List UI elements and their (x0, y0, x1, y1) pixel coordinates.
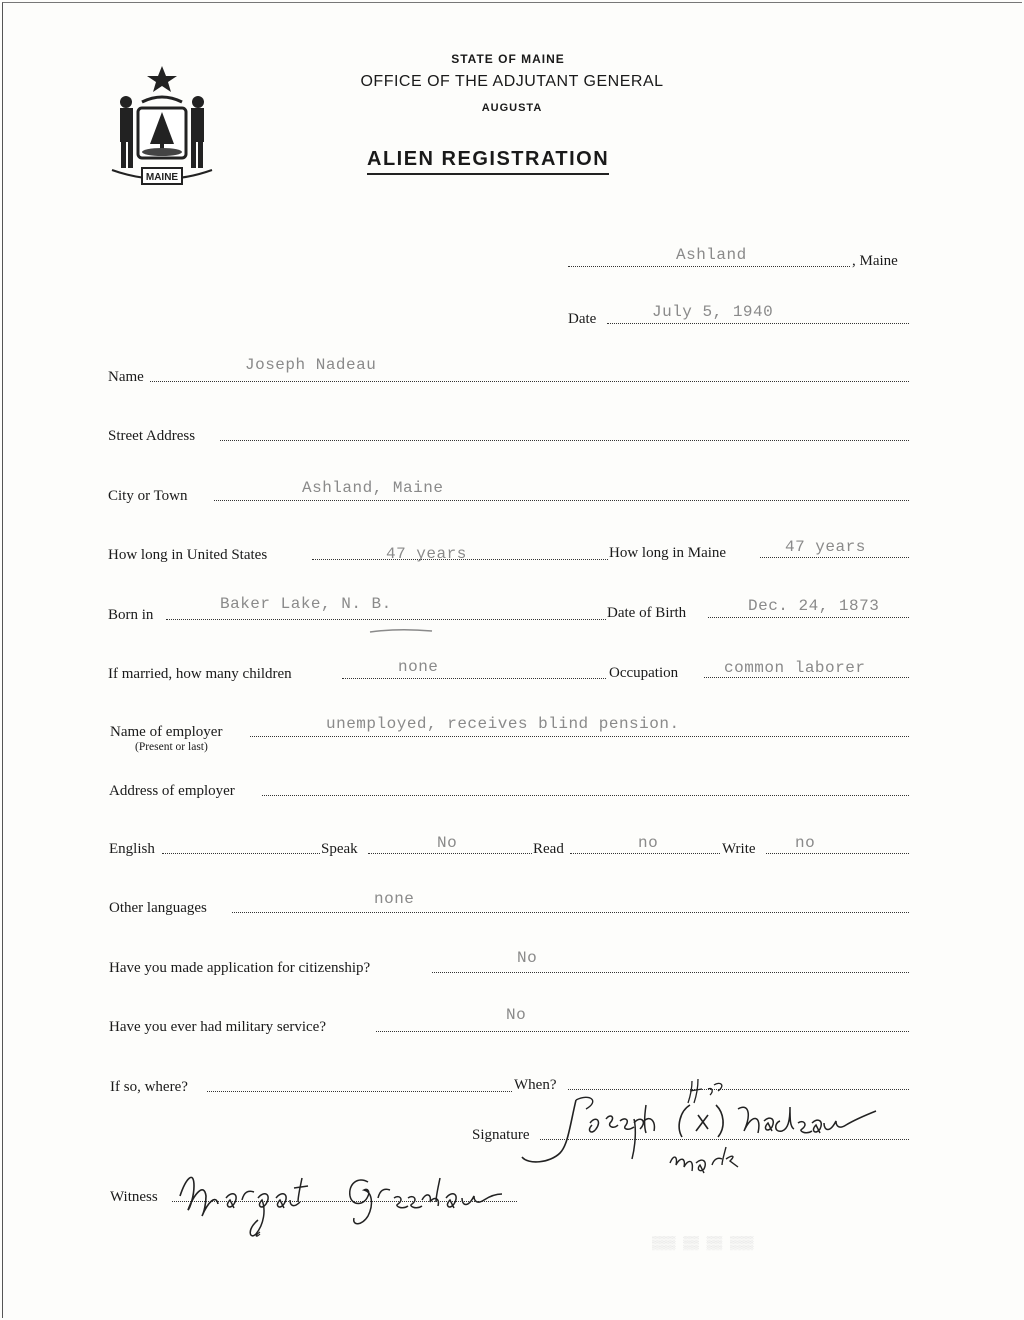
name-value: Joseph Nadeau (245, 356, 377, 374)
street-label: Street Address (108, 428, 196, 444)
name-label: Name (108, 369, 144, 385)
born-in-line (166, 619, 606, 620)
city-town-label: City or Town (108, 488, 188, 504)
state-heading: STATE OF MAINE (451, 52, 565, 66)
military-value: No (506, 1006, 527, 1024)
us-duration-value: 47 years (386, 545, 467, 563)
born-in-value: Baker Lake, N. B. (220, 595, 392, 613)
citizenship-label: Have you made application for citizenship? (109, 960, 371, 976)
employer-label: Name of employer (110, 724, 223, 740)
occupation-line (704, 677, 909, 678)
pen-stroke-mark (368, 626, 434, 636)
speak-line (368, 853, 532, 854)
read-value: no (638, 834, 659, 852)
employer-address-line (262, 795, 909, 796)
speak-value: No (437, 834, 458, 852)
dob-value: Dec. 24, 1873 (748, 597, 880, 615)
city-town-value: Ashland, Maine (302, 479, 444, 497)
military-line (376, 1031, 909, 1032)
citizenship-line (432, 972, 909, 973)
children-value: none (398, 658, 439, 676)
date-line (607, 323, 909, 324)
occupation-value: common laborer (724, 659, 866, 677)
if-so-where-line (207, 1091, 512, 1092)
maine-duration-line (760, 557, 909, 558)
dob-label: Date of Birth (607, 605, 687, 621)
english-line (162, 853, 320, 854)
other-languages-line (232, 912, 909, 913)
employer-sublabel: (Present or last) (135, 741, 208, 753)
other-languages-label: Other languages (109, 900, 207, 916)
if-so-where-label: If so, where? (110, 1079, 188, 1095)
speak-label: Speak (321, 841, 358, 857)
children-line (342, 678, 606, 679)
us-duration-label: How long in United States (108, 547, 268, 563)
date-label: Date (568, 311, 597, 327)
occupation-label: Occupation (609, 665, 679, 681)
name-line (150, 381, 909, 382)
born-in-label: Born in (108, 607, 154, 623)
write-line (766, 853, 909, 854)
dob-line (708, 617, 909, 618)
city-heading: AUGUSTA (481, 102, 543, 114)
write-label: Write (722, 841, 756, 857)
employer-line (250, 736, 909, 737)
town-value: Ashland (676, 246, 747, 264)
when-label: When? (514, 1077, 557, 1093)
citizenship-value: No (517, 949, 538, 967)
read-label: Read (533, 841, 564, 857)
children-label: If married, how many children (108, 666, 292, 682)
witness-label: Witness (110, 1189, 158, 1205)
page-title: ALIEN REGISTRATION (367, 148, 609, 175)
maine-duration-label: How long in Maine (609, 545, 727, 561)
town-line (568, 266, 850, 267)
read-line (570, 853, 720, 854)
other-languages-value: none (374, 890, 415, 908)
signature-handwriting (520, 1075, 924, 1175)
maine-duration-value: 47 years (785, 538, 866, 556)
employer-address-label: Address of employer (109, 783, 235, 799)
english-label: English (109, 841, 155, 857)
military-label: Have you ever had military service? (109, 1019, 326, 1035)
write-value: no (795, 834, 816, 852)
city-town-line (214, 500, 909, 501)
date-value: July 5, 1940 (652, 303, 774, 321)
employer-value: unemployed, receives blind pension. (326, 715, 680, 733)
maine-suffix-label: , Maine (852, 253, 898, 269)
street-line (220, 440, 909, 441)
seal-text: MAINE (145, 172, 179, 183)
faint-bleed-through-mark: ▒▒▒ ▒▒ ▒▒ ▒▒▒ (652, 1236, 754, 1251)
witness-signature-handwriting (170, 1158, 526, 1238)
signature-label: Signature (472, 1127, 530, 1143)
office-heading: OFFICE OF THE ADJUTANT GENERAL (360, 73, 664, 90)
